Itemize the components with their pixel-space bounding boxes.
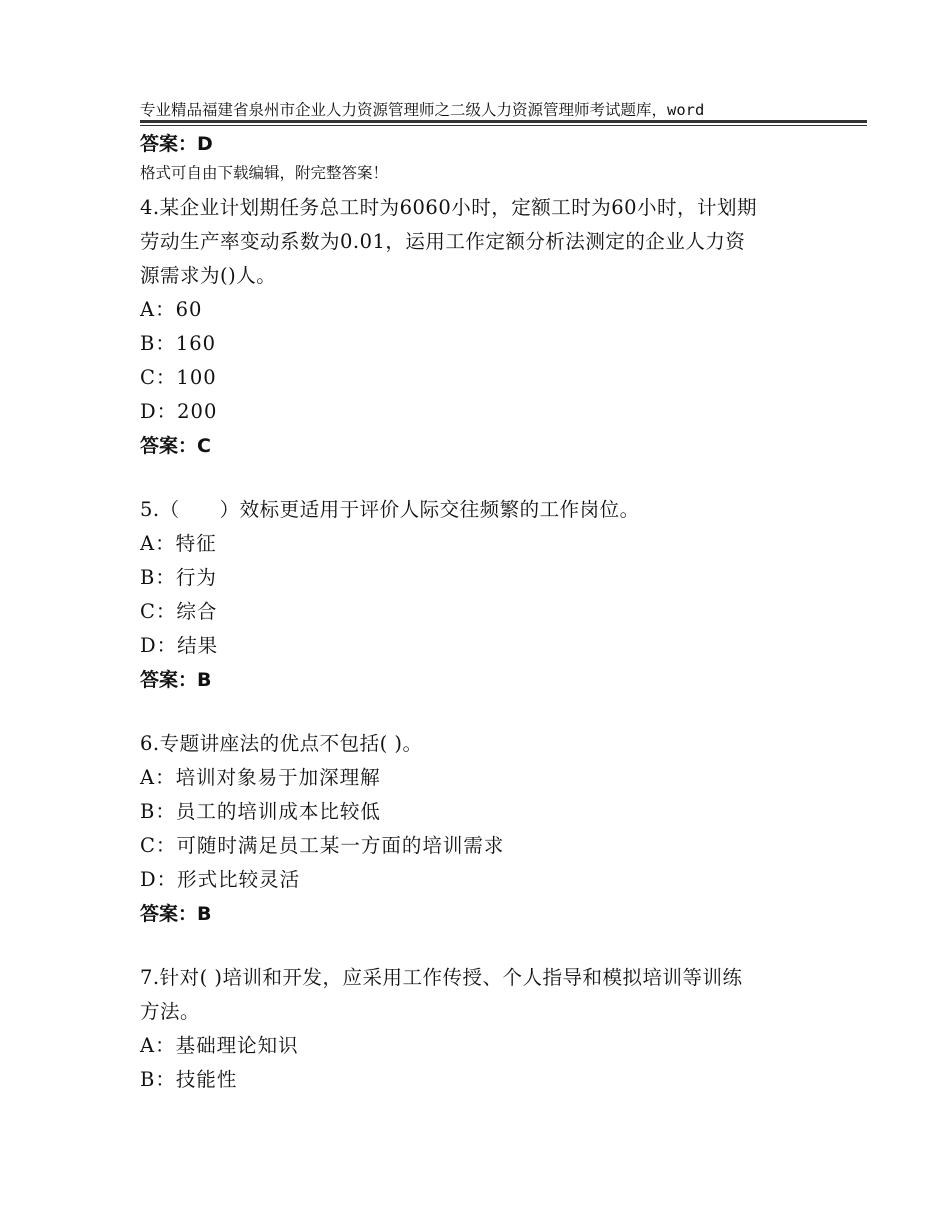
- answer: 答案：B: [140, 669, 212, 691]
- option-d: D：结果: [140, 634, 219, 657]
- answer: 答案：C: [140, 435, 211, 457]
- question-text-line: 5.（ ）效标更适用于评价人际交往频繁的工作岗位。: [140, 498, 640, 521]
- question-block-4: [140, 191, 830, 463]
- answer-prev: 答案：D: [140, 133, 213, 155]
- question-text-line: 7.针对( )培训和开发，应采用工作传授、个人指导和模拟培训等训练: [140, 966, 743, 989]
- option-a: A：特征: [140, 532, 217, 555]
- spacer: [140, 697, 830, 727]
- option-c: C：可随时满足员工某一方面的培训需求: [140, 834, 505, 857]
- header-divider-thick: [140, 120, 867, 123]
- option-b: B：技能性: [140, 1068, 238, 1091]
- question-block-5: [140, 493, 830, 697]
- question-block-7: [140, 961, 830, 1097]
- option-c: C：综合: [140, 600, 218, 623]
- header-line-1: 专业精品福建省泉州市企业人力资源管理师之二级人力资源管理师考试题库，word: [140, 101, 705, 119]
- spacer: [140, 161, 830, 191]
- option-a: A：培训对象易于加深理解: [140, 766, 381, 789]
- question-text-line: 劳动生产率变动系数为0.01，运用工作定额分析法测定的企业人力资: [140, 230, 746, 253]
- option-d: D：形式比较灵活: [140, 868, 301, 891]
- option-b: B：行为: [140, 566, 217, 589]
- spacer: [140, 931, 830, 961]
- question-block-6: [140, 727, 830, 931]
- header-line-2: 格式可自由下载编辑，附完整答案！: [140, 164, 389, 182]
- question-list: [140, 127, 830, 1097]
- option-a: A：60: [140, 298, 203, 321]
- question-text-line: 4.某企业计划期任务总工时为6060小时，定额工时为60小时，计划期: [140, 196, 758, 219]
- question-text-line: 源需求为()人。: [140, 264, 277, 287]
- option-b: B：员工的培训成本比较低: [140, 800, 381, 823]
- question-text-line: 6.专题讲座法的优点不包括( )。: [140, 732, 423, 755]
- option-a: A：基础理论知识: [140, 1034, 299, 1057]
- question-text-line: 方法。: [140, 1000, 201, 1023]
- option-b: B：160: [140, 332, 217, 355]
- spacer: [140, 463, 830, 493]
- answer: 答案：B: [140, 903, 212, 925]
- header-divider-thin: [140, 125, 867, 126]
- option-c: C：100: [140, 366, 217, 389]
- option-d: D：200: [140, 400, 218, 423]
